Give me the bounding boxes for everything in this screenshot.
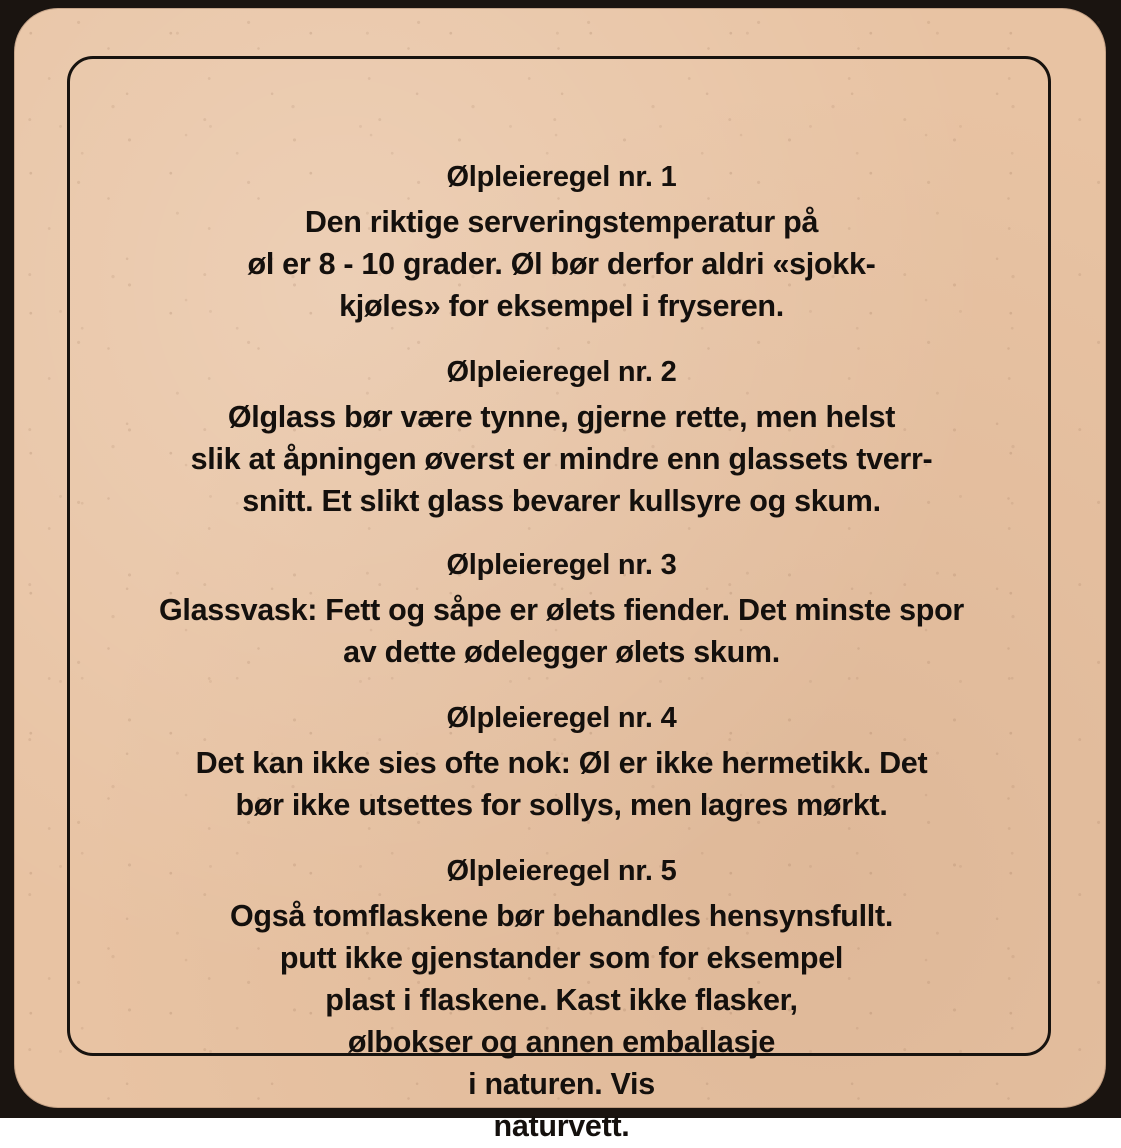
rule-block-3 [99, 546, 1024, 673]
rule-line: kjøles» for eksempel i fryseren. [339, 289, 784, 324]
rule-title: Ølpleieregel nr. 2 [446, 356, 677, 389]
rule-block-1 [99, 158, 1024, 327]
rule-block-5 [99, 852, 1024, 1147]
rule-line: Glassvask: Fett og såpe er ølets fiender. Det minste spor [159, 593, 964, 628]
rule-block-4 [99, 699, 1024, 826]
rule-line: plast i flaskene. Kast ikke flasker, [325, 983, 798, 1018]
rule-line: slik at åpningen øverst er mindre enn glassets tverr- [190, 442, 933, 477]
rule-line: ølbokser og annen emballasje [347, 1025, 776, 1060]
rule-line: Det kan ikke sies ofte nok: Øl er ikke hermetikk. Det [195, 746, 928, 781]
rule-title: Ølpleieregel nr. 5 [446, 855, 677, 888]
rules-content [99, 158, 1024, 1148]
rule-line: bør ikke utsettes for sollys, men lagres mørkt. [235, 788, 888, 823]
rule-line: Ølglass bør være tynne, gjerne rette, men helst [227, 399, 896, 434]
rule-line: av dette ødelegger ølets skum. [343, 635, 780, 670]
beer-coaster [14, 8, 1106, 1144]
rule-line: i naturen. Vis [468, 1067, 655, 1102]
rule-title: Ølpleieregel nr. 3 [446, 549, 677, 582]
rule-line: snitt. Et slikt glass bevarer kullsyre og skum. [242, 484, 881, 519]
rule-line: øl er 8 - 10 grader. Øl bør derfor aldri «sjokk- [247, 246, 876, 281]
rule-title: Ølpleieregel nr. 1 [446, 161, 677, 193]
rule-title: Ølpleieregel nr. 4 [446, 702, 677, 735]
rule-line: naturvett. [493, 1109, 630, 1144]
rule-line: putt ikke gjenstander som for eksempel [279, 941, 844, 976]
rule-block-2 [99, 353, 1024, 522]
rule-line: Den riktige serveringstemperatur på [304, 204, 819, 239]
rule-line: Også tomflaskene bør behandles hensynsfullt. [229, 899, 894, 934]
